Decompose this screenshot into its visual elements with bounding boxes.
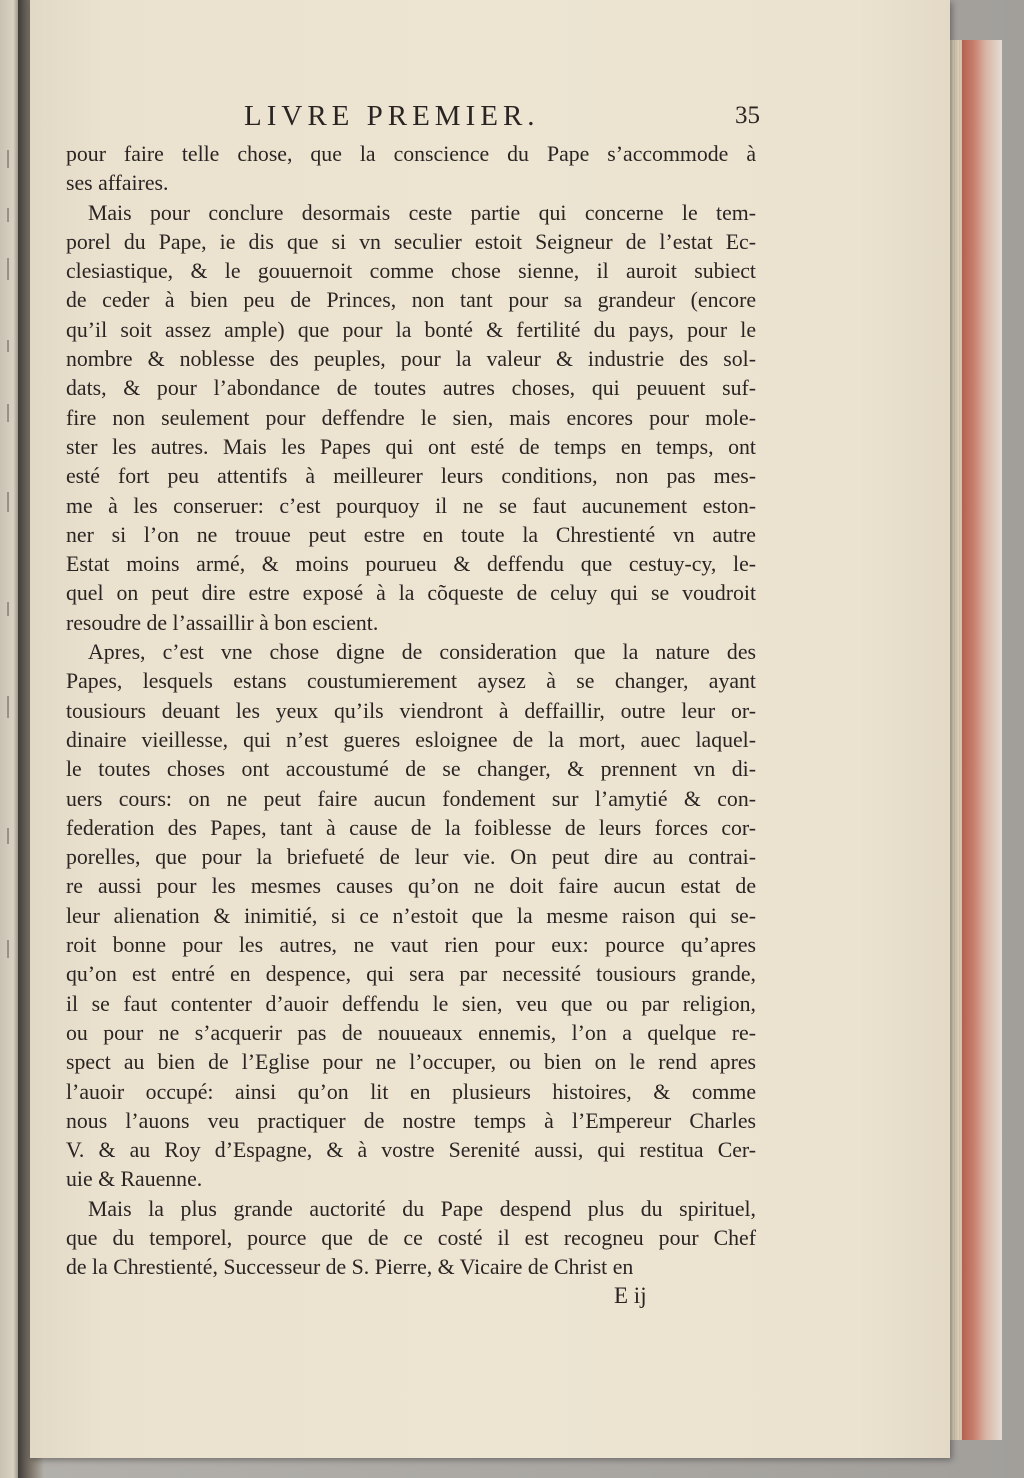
- paragraph: [66, 140, 756, 199]
- text-line: Papes, lesquels estans coustumierement aysez à se changer, ayant: [66, 669, 756, 694]
- text-line: uie & Rauenne.: [66, 1167, 203, 1192]
- text-line: V. & au Roy d’Espagne, & à vostre Serenité aussi, qui restitua Cer-: [66, 1138, 756, 1163]
- signature-text: E ij: [614, 1282, 647, 1308]
- facing-page-marks: [4, 130, 14, 1110]
- text-line: ster les autres. Mais les Papes qui ont esté de temps en temps, ont: [66, 434, 756, 459]
- text-line: porelles, que pour la briefueté de leur vie. On peut dire au contrai-: [66, 845, 756, 870]
- paragraph: [66, 638, 756, 1195]
- text-line: pour faire telle chose, que la conscience du Pape s’accommode à: [66, 142, 756, 166]
- text-line: clesiastique, & le gouuernoit comme chose sienne, il auroit subiect: [66, 259, 756, 284]
- text-line: federation des Papes, tant à cause de la foiblesse de leurs forces cor-: [66, 815, 756, 840]
- text-line: Estat moins armé, & moins pourueu & deffendu que cestuy-cy, le-: [66, 552, 756, 577]
- signature-mark: [66, 1283, 756, 1315]
- text-line: Mais pour conclure desormais ceste partie qui concerne le tem-: [88, 200, 756, 225]
- text-line: tousiours deuant les yeux qu’ils viendront à deffaillir, outre leur or-: [66, 698, 756, 723]
- text-line: Apres, c’est vne chose digne de consideration que la nature des: [88, 640, 756, 665]
- text-line: re aussi pour les mesmes causes qu’on ne doit faire aucun estat de: [66, 874, 756, 899]
- paragraph: [66, 1195, 756, 1283]
- text-line: il se faut contenter d’auoir deffendu le sien, veu que ou par religion,: [66, 991, 756, 1016]
- text-line: qu’il soit assez ample) que pour la bonté & fertilité du pays, pour le: [66, 317, 756, 342]
- text-line: dats, & pour l’abondance de toutes autres choses, qui peuuent suf-: [66, 376, 756, 401]
- text-line: de la Chrestienté, Successeur de S. Pierre, & Vicaire de Christ en: [66, 1255, 634, 1280]
- text-line: que du temporel, pource que de ce costé il est recogneu pour Chef: [66, 1225, 756, 1250]
- text-line: dinaire vieillesse, qui n’est gueres esloignee de la mort, auec laquel-: [66, 727, 756, 752]
- text-line: qu’on est entré en despence, qui sera par necessité tousiours grande,: [66, 962, 756, 987]
- body-text: [66, 140, 756, 1283]
- text-line: uers cours: on ne peut faire aucun fondement sur l’amytié & con-: [66, 786, 756, 811]
- book-cover-edge: [962, 40, 1002, 1440]
- text-line: ner si l’on ne trouue peut estre en toute la Chrestienté vn autre: [66, 522, 756, 547]
- text-line: leur alienation & inimitié, si ce n’estoit que la mesme raison qui se-: [66, 903, 756, 928]
- text-line: de ceder à bien peu de Princes, non tant pour sa grandeur (encore: [66, 288, 756, 313]
- text-line: ses affaires.: [66, 171, 169, 196]
- text-line: le toutes choses ont accoustumé de se changer, & prennent vn di-: [66, 757, 756, 782]
- text-line: nombre & noblesse des peuples, pour la valeur & industrie des sol-: [66, 347, 756, 372]
- text-line: porel du Pape, ie dis que si vn seculier estoit Seigneur de l’estat Ec-: [66, 229, 756, 254]
- text-line: fire non seulement pour deffendre le sien, mais encores pour mole-: [66, 405, 756, 430]
- page-number: 35: [735, 102, 760, 129]
- text-line: esté fort peu attentifs à meilleurer leurs conditions, non pas mes-: [66, 464, 756, 489]
- text-line: roit bonne pour les autres, ne vaut rien pour eux: pource qu’apres: [66, 933, 756, 958]
- text-block: [66, 100, 760, 1315]
- text-line: resoudre de l’assaillir à bon escient.: [66, 610, 379, 635]
- text-line: spect au bien de l’Eglise pour ne l’occuper, ou bien on le rend apres: [66, 1050, 756, 1075]
- text-line: Mais la plus grande auctorité du Pape despend plus du spirituel,: [88, 1196, 756, 1221]
- text-line: quel on peut dire estre exposé à la cõqueste de celuy qui se voudroit: [66, 581, 756, 606]
- running-title: LIVRE PREMIER.: [244, 100, 540, 132]
- paragraph: [66, 199, 756, 638]
- text-line: ou pour ne s’acquerir pas de nouueaux ennemis, l’on a quelque re-: [66, 1020, 756, 1045]
- text-line: l’auoir occupé: ainsi qu’on lit en plusieurs histoires, & comme: [66, 1079, 756, 1104]
- text-line: me à les conseruer: c’est pourquoy il ne se faut aucunement eston-: [66, 493, 756, 518]
- running-head: [66, 100, 760, 140]
- text-line: nous l’auons veu practiquer de nostre temps à l’Empereur Charles: [66, 1108, 756, 1133]
